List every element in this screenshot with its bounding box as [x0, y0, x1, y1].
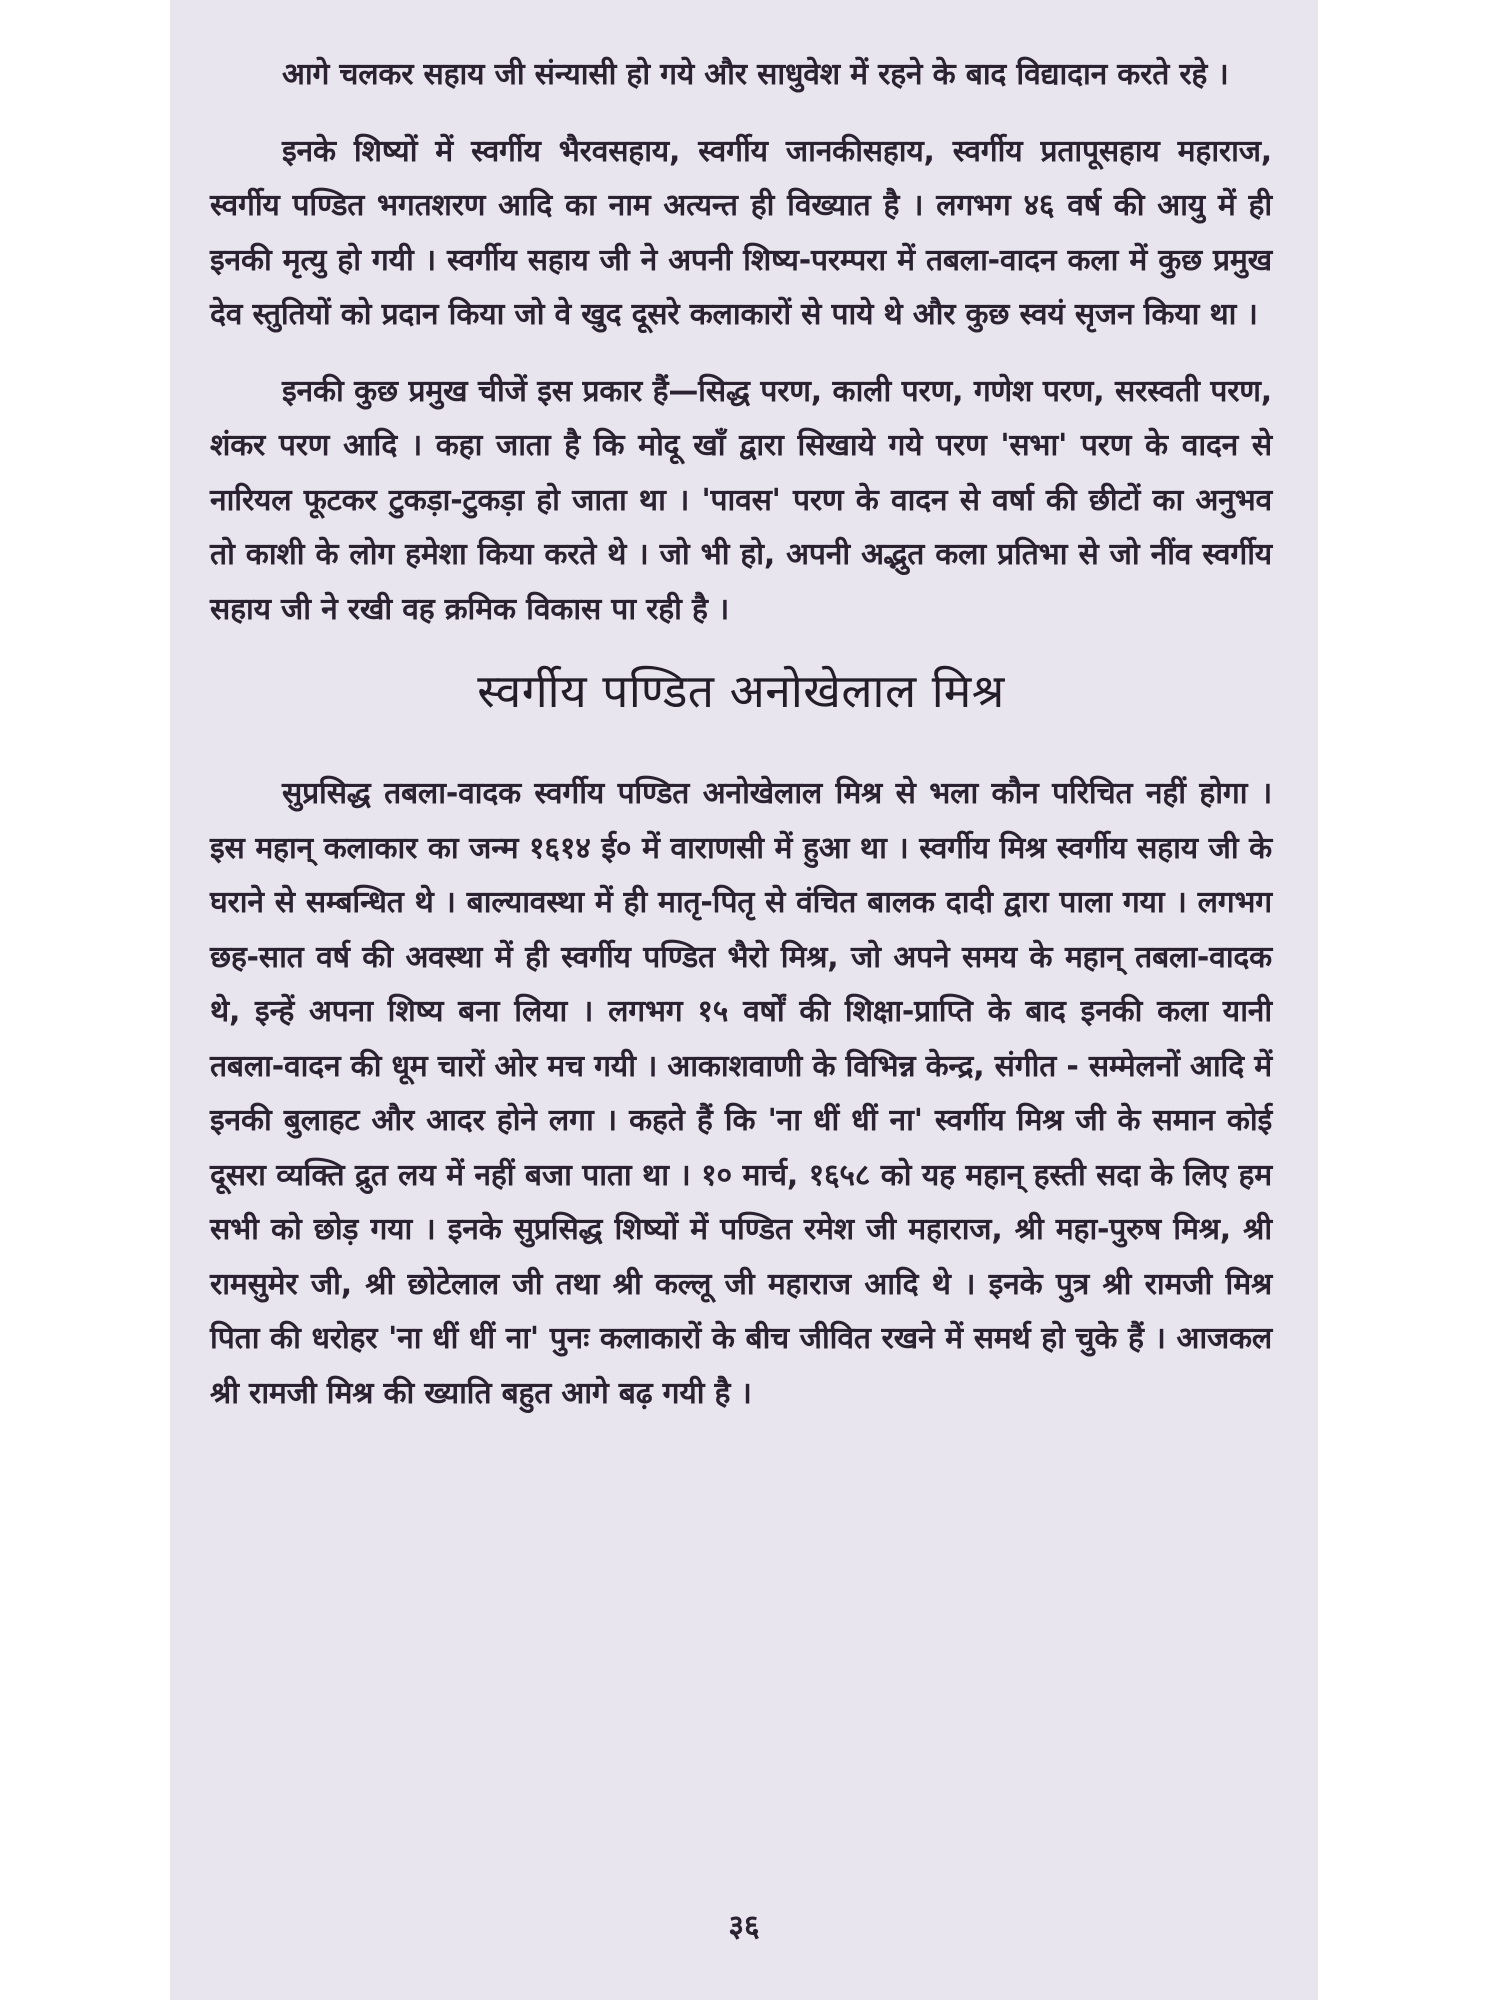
paragraph-2: इनके शिष्यों में स्वर्गीय भैरवसहाय, स्वर्गीय जानकीसहाय, स्वर्गीय प्रतापूसहाय महाराज, स्वर्गीय पण्डित भगतशरण आदि का नाम अत्यन्त ही विख्यात है । लगभग ४६ वर्ष की आयु में ही इनकी मृत्यु हो गयी । स्वर्गीय सहाय जी ने अपनी शिष्य-परम्परा में तबला-वादन कला में कुछ प्रमुख देव स्तुतियों को प्रदान किया जो वे खुद दूसरे कलाकारों से पाये थे और कुछ स्वयं सृजन किया था । — [210, 133, 1272, 332]
book-page — [170, 0, 1318, 2000]
paragraph-3: इनकी कुछ प्रमुख चीजें इस प्रकार हैं—सिद्ध परण, काली परण, गणेश परण, सरस्वती परण, शंकर परण आदि । कहा जाता है कि मोदू खाँ द्वारा सिखाये गये परण 'सभा' परण के वादन से नारियल फूटकर टुकड़ा-टुकड़ा हो जाता था । 'पावस' परण के वादन से वर्षा की छीटों का अनुभव तो काशी के लोग हमेशा किया करते थे । जो भी हो, अपनी अद्भुत कला प्रतिभा से जो नींव स्वर्गीय सहाय जी ने रखी वह क्रमिक विकास पा रही है । — [210, 373, 1272, 627]
paragraph-1: आगे चलकर सहाय जी संन्यासी हो गये और साधुवेश में रहने के बाद विद्यादान करते रहे । — [282, 57, 1229, 92]
page-number: ३६ — [728, 1909, 760, 1944]
paragraph-gap — [210, 103, 1272, 125]
section-heading: स्वर्गीय पण्डित अनोखेलाल मिश्र — [477, 664, 1005, 718]
section-paragraph: सुप्रसिद्ध तबला-वादक स्वर्गीय पण्डित अनोखेलाल मिश्र से भला कौन परिचित नहीं होगा । इस महान् कलाकार का जन्म १६१४ ई० में वाराणसी में हुआ था । स्वर्गीय मिश्र स्वर्गीय सहाय जी के घराने से सम्बन्धित थे । बाल्यावस्था में ही मातृ-पितृ से वंचित बालक दादी द्वारा पाला गया । लगभग छह-सात वर्ष की अवस्था में ही स्वर्गीय पण्डित भैरो मिश्र, जो अपने समय के महान् तबला-वादक थे, इन्हें अपना शिष्य बना लिया । लगभग १५ वर्षों की शिक्षा-प्राप्ति के बाद इनकी कला यानी तबला-वादन की धूम चारों ओर मच गयी । आकाशवाणी के विभिन्न केन्द्र, संगीत - सम्मेलनों आदि में इनकी बुलाहट और आदर होने लगा । कहते हैं कि 'ना धीं धीं ना' स्वर्गीय मिश्र जी के समान कोई दूसरा व्यक्ति द्रुत लय में नहीं बजा पाता था । १० मार्च, १६५८ को यह महान् हस्ती सदा के लिए हम सभी को छोड़ गया । इनके सुप्रसिद्ध शिष्यों में पण्डित रमेश जी महाराज, श्री महा-पुरुष मिश्र, श्री रामसुमेर जी, श्री छोटेलाल जी तथा श्री कल्लू जी महाराज आदि थे । इनके पुत्र श्री रामजी मिश्र पिता की धरोहर 'ना धीं धीं ना' पुनः कलाकारों के बीच जीवित रखने में समर्थ हो चुके हैं । आजकल श्री रामजी मिश्र की ख्याति बहुत आगे बढ़ गयी है । — [210, 776, 1272, 1411]
paragraph-gap — [210, 343, 1272, 365]
